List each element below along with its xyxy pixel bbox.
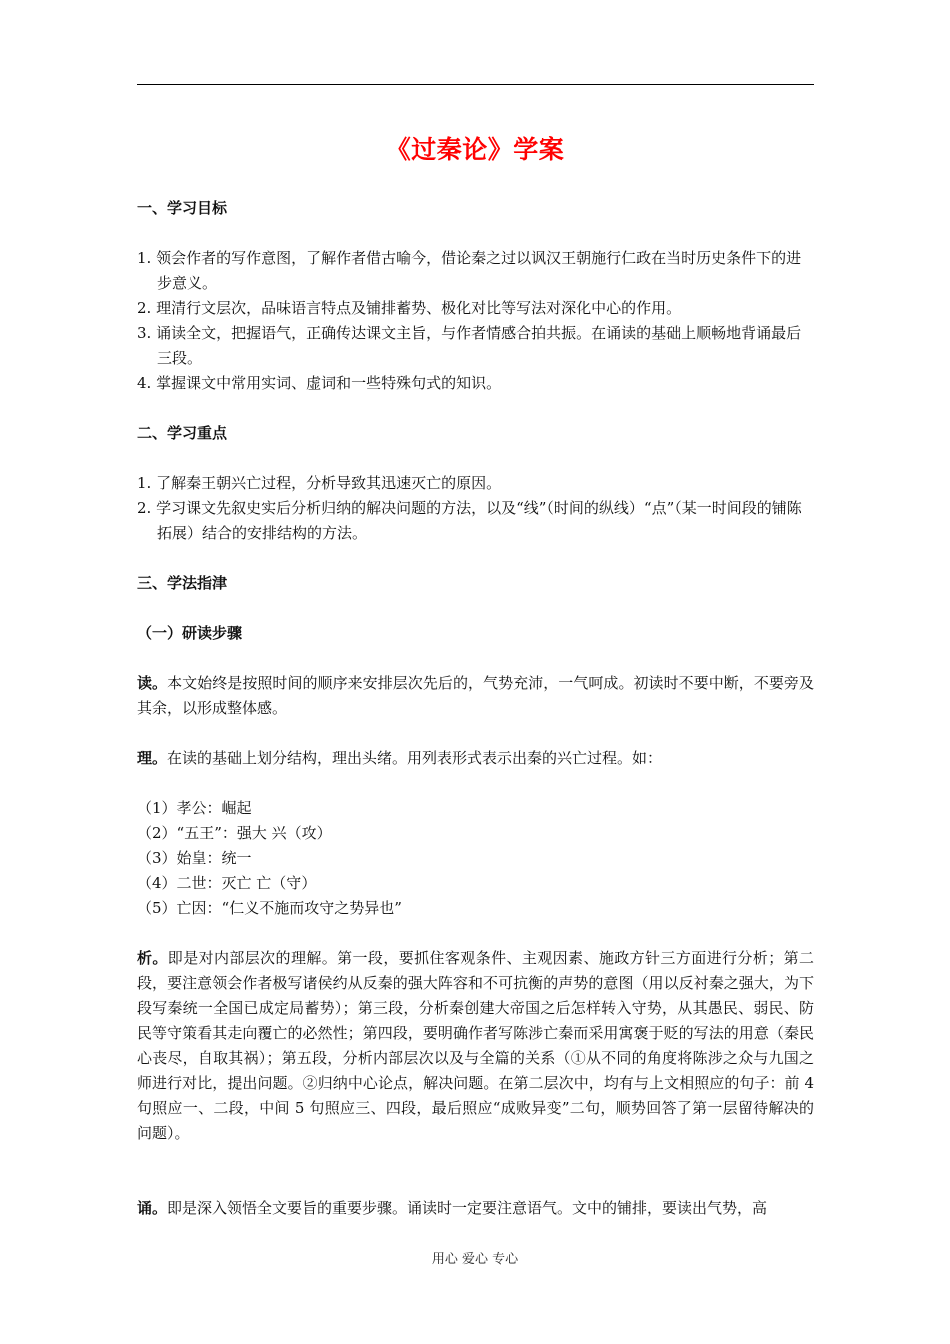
step-recite-lead: 诵。 xyxy=(137,1199,168,1217)
document-title: 《过秦论》学案 xyxy=(385,135,565,164)
document-body xyxy=(137,196,814,1221)
goal-item: 3. 诵读全文，把握语气，正确传达课文主旨，与作者情感合拍共振。在诵读的基础上顺畅地背诵最后三段。 xyxy=(137,324,802,367)
goal-item: 2. 理清行文层次，品味语言特点及铺排蓄势、极化对比等写法对深化中心的作用。 xyxy=(137,299,682,317)
step-read-lead: 读。 xyxy=(137,674,168,692)
step-organize xyxy=(137,746,814,771)
goal-item: 4. 掌握课文中常用实词、虚词和一些特殊句式的知识。 xyxy=(137,374,502,392)
step-analyze xyxy=(137,946,814,1146)
outline-item: （5）亡因：“仁义不施而攻守之势异也” xyxy=(137,899,402,917)
outline-item: （2）“五王”：强大 兴（攻） xyxy=(137,824,332,842)
outline-item: （4）二世：灭亡 亡（守） xyxy=(137,874,317,892)
step-read xyxy=(137,671,814,721)
step-read-text: 本文始终是按照时间的顺序来安排层次先后的，气势充沛，一气呵成。初读时不要中断，不要旁及其余，以形成整体感。 xyxy=(137,674,814,717)
outline-item: （3）始皇：统一 xyxy=(137,849,252,867)
section-heading-goals: 一、学习目标 xyxy=(137,199,228,217)
step-analyze-text: 即是对内部层次的理解。第一段，要抓住客观条件、主观因素、施政方针三方面进行分析；第二段，要注意领会作者极写诸侯约从反秦的强大阵容和不可抗衡的声势的意图（用以反衬秦之强大，为下段写秦统一全国已成定局蓄势）；第三段，分析秦创建大帝国之后怎样转入守势，从其愚民、弱民、防民等守策看其走向覆亡的必然性；第四段，要明确作者写陈涉亡秦而采用寓褒于贬的写法的用意（秦民心丧尽，自取其祸）；第五段，分析内部层次以及与全篇的关系（①从不同的角度将陈涉之众与九国之师进行对比，提出问题。②归纳中心论点，解决问题。在第二层次中，均有与上文相照应的句子：前 4 句照应一、二段，中间 5 句照应三、四段，最后照应“成败异变”二句，顺势回答了第一层留待解决的问题）。 xyxy=(137,949,814,1142)
subheading-steps: （一）研读步骤 xyxy=(137,624,243,642)
focus-item: 2. 学习课文先叙史实后分析归纳的解决问题的方法，以及“线”（时间的纵线）“点”（某一时间段的铺陈拓展）结合的安排结构的方法。 xyxy=(137,499,802,542)
step-organize-text: 在读的基础上划分结构，理出头绪。用列表形式表示出秦的兴亡过程。如： xyxy=(167,749,663,767)
page-footer: 用心 爱心 专心 xyxy=(431,1252,519,1267)
section-heading-method: 三、学法指津 xyxy=(137,574,228,592)
focus-item: 1. 了解秦王朝兴亡过程，分析导致其迅速灭亡的原因。 xyxy=(137,474,502,492)
step-recite-text: 即是深入领悟全文要旨的重要步骤。诵读时一定要注意语气。文中的铺排，要读出气势，高 xyxy=(167,1199,768,1217)
step-organize-lead: 理。 xyxy=(137,749,168,767)
step-analyze-lead: 析。 xyxy=(137,949,168,967)
outline-item: （1）孝公：崛起 xyxy=(137,799,252,817)
section-heading-focus: 二、学习重点 xyxy=(137,424,228,442)
step-recite xyxy=(137,1196,814,1221)
goal-item: 1. 领会作者的写作意图，了解作者借古喻今，借论秦之过以讽汉王朝施行仁政在当时历史条件下的进步意义。 xyxy=(137,249,802,292)
header-rule xyxy=(137,84,814,85)
